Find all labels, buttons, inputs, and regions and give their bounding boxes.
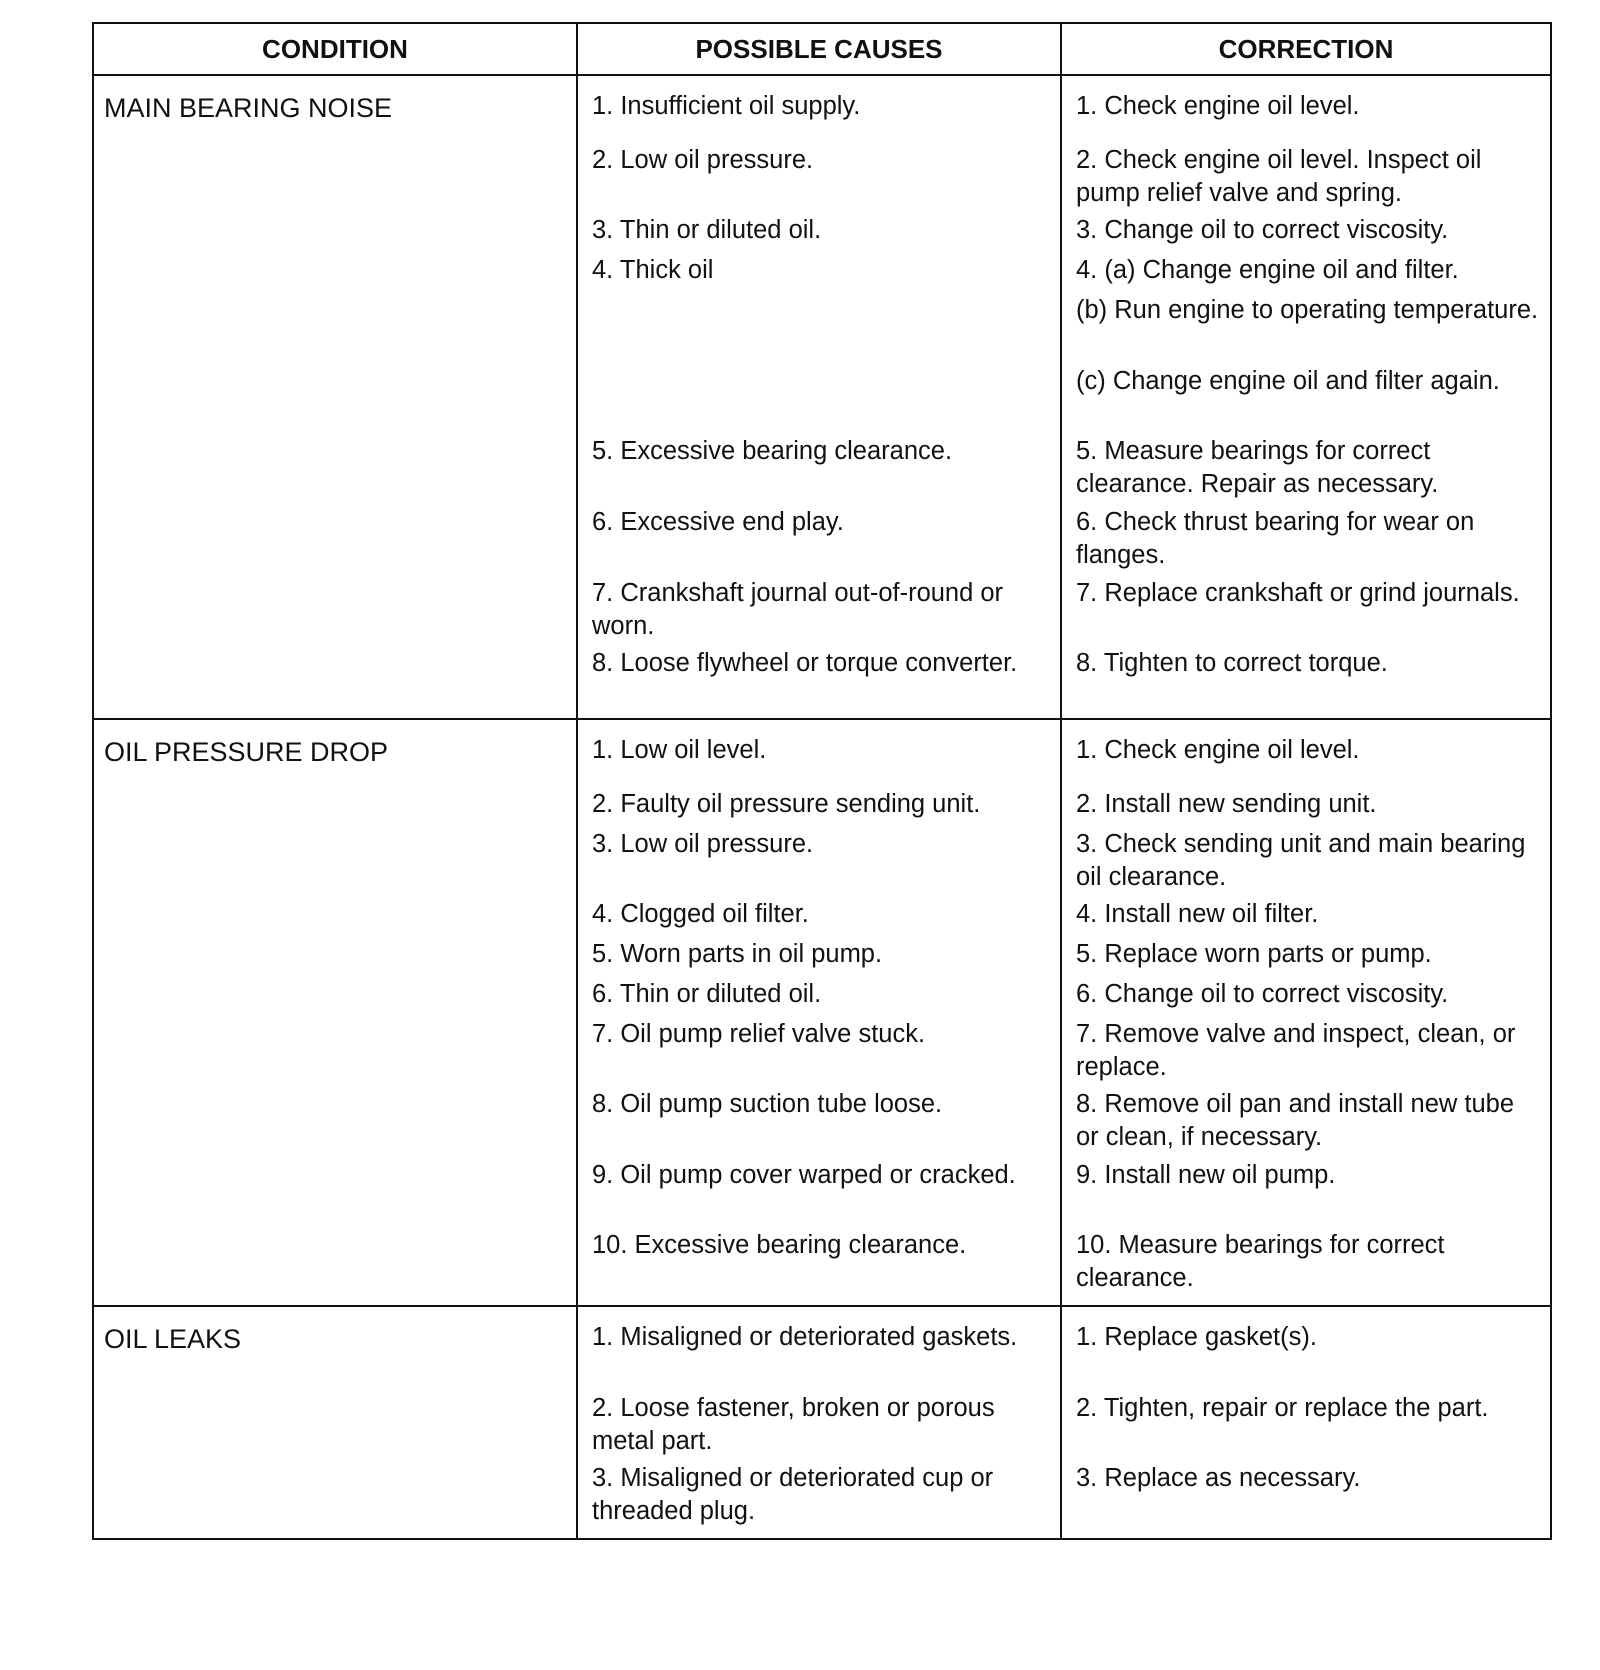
correction-item: (c) Change engine oil and filter again. bbox=[1076, 367, 1500, 395]
cause-item: 2. Loose fastener, broken or porous metal part. bbox=[592, 1394, 995, 1455]
correction-item: 5. Replace worn parts or pump. bbox=[1076, 940, 1432, 968]
diagnosis-table bbox=[92, 22, 1552, 1540]
correction-item: 3. Replace as necessary. bbox=[1076, 1464, 1361, 1492]
cause-item: 10. Excessive bearing clearance. bbox=[592, 1231, 967, 1259]
header-condition: CONDITION bbox=[93, 23, 577, 75]
correction-item: (b) Run engine to operating temperature. bbox=[1076, 296, 1539, 324]
causes-cell bbox=[577, 719, 1061, 1306]
correction-item: 5. Measure bearings for correct clearance. Repair as necessary. bbox=[1076, 437, 1439, 498]
cause-item: 2. Faulty oil pressure sending unit. bbox=[592, 790, 981, 818]
header-correction: CORRECTION bbox=[1061, 23, 1551, 75]
correction-item: 10. Measure bearings for correct clearance. bbox=[1076, 1231, 1445, 1292]
header-row bbox=[93, 23, 1551, 75]
cause-item: 7. Oil pump relief valve stuck. bbox=[592, 1020, 926, 1048]
cause-item: 6. Thin or diluted oil. bbox=[592, 980, 822, 1008]
cause-item: 3. Thin or diluted oil. bbox=[592, 216, 822, 244]
correction-item: 3. Check sending unit and main bearing oil clearance. bbox=[1076, 830, 1526, 891]
correction-item: 2. Tighten, repair or replace the part. bbox=[1076, 1394, 1489, 1422]
correction-item: 1. Check engine oil level. bbox=[1076, 736, 1360, 764]
corrections-cell bbox=[1061, 719, 1551, 1306]
correction-item: 9. Install new oil pump. bbox=[1076, 1161, 1336, 1189]
correction-item: 7. Replace crankshaft or grind journals. bbox=[1076, 579, 1520, 607]
cause-item: 8. Oil pump suction tube loose. bbox=[592, 1090, 943, 1118]
cause-item: 8. Loose flywheel or torque converter. bbox=[592, 649, 1018, 677]
cause-item: 5. Excessive bearing clearance. bbox=[592, 437, 953, 465]
condition-cell: MAIN BEARING NOISE bbox=[93, 75, 577, 719]
cause-item: 6. Excessive end play. bbox=[592, 508, 844, 536]
correction-item: 7. Remove valve and inspect, clean, or replace. bbox=[1076, 1020, 1516, 1081]
cause-item: 4. Thick oil bbox=[592, 256, 714, 284]
correction-item: 8. Tighten to correct torque. bbox=[1076, 649, 1388, 677]
correction-item: 1. Check engine oil level. bbox=[1076, 92, 1360, 120]
diagnosis-table-container bbox=[92, 22, 1550, 1540]
cause-item: 5. Worn parts in oil pump. bbox=[592, 940, 883, 968]
condition-cell: OIL PRESSURE DROP bbox=[93, 719, 577, 1306]
cause-item: 7. Crankshaft journal out-of-round or worn. bbox=[592, 579, 1004, 640]
condition-cell: OIL LEAKS bbox=[93, 1306, 577, 1539]
cause-item: 4. Clogged oil filter. bbox=[592, 900, 809, 928]
corrections-cell bbox=[1061, 1306, 1551, 1539]
cause-item: 3. Low oil pressure. bbox=[592, 830, 814, 858]
correction-item: 4. (a) Change engine oil and filter. bbox=[1076, 256, 1459, 284]
header-possible-causes: POSSIBLE CAUSES bbox=[577, 23, 1061, 75]
cause-item: 2. Low oil pressure. bbox=[592, 146, 814, 174]
causes-cell bbox=[577, 75, 1061, 719]
corrections-cell bbox=[1061, 75, 1551, 719]
correction-item: 4. Install new oil filter. bbox=[1076, 900, 1319, 928]
cause-item: 1. Misaligned or deteriorated gaskets. bbox=[592, 1323, 1018, 1351]
cause-item: 3. Misaligned or deteriorated cup or threaded plug. bbox=[592, 1464, 994, 1525]
table-row-main-bearing-noise bbox=[93, 75, 1551, 719]
correction-item: 1. Replace gasket(s). bbox=[1076, 1323, 1317, 1351]
correction-item: 6. Change oil to correct viscosity. bbox=[1076, 980, 1449, 1008]
table-row-oil-pressure-drop bbox=[93, 719, 1551, 1306]
cause-item: 1. Low oil level. bbox=[592, 736, 767, 764]
table-row-oil-leaks bbox=[93, 1306, 1551, 1539]
cause-item: 9. Oil pump cover warped or cracked. bbox=[592, 1161, 1016, 1189]
correction-item: 8. Remove oil pan and install new tube or clean, if necessary. bbox=[1076, 1090, 1515, 1151]
causes-cell bbox=[577, 1306, 1061, 1539]
cause-item: 1. Insufficient oil supply. bbox=[592, 92, 861, 120]
correction-item: 6. Check thrust bearing for wear on flanges. bbox=[1076, 508, 1475, 569]
correction-item: 2. Check engine oil level. Inspect oil pump relief valve and spring. bbox=[1076, 146, 1482, 207]
correction-item: 2. Install new sending unit. bbox=[1076, 790, 1377, 818]
correction-item: 3. Change oil to correct viscosity. bbox=[1076, 216, 1449, 244]
